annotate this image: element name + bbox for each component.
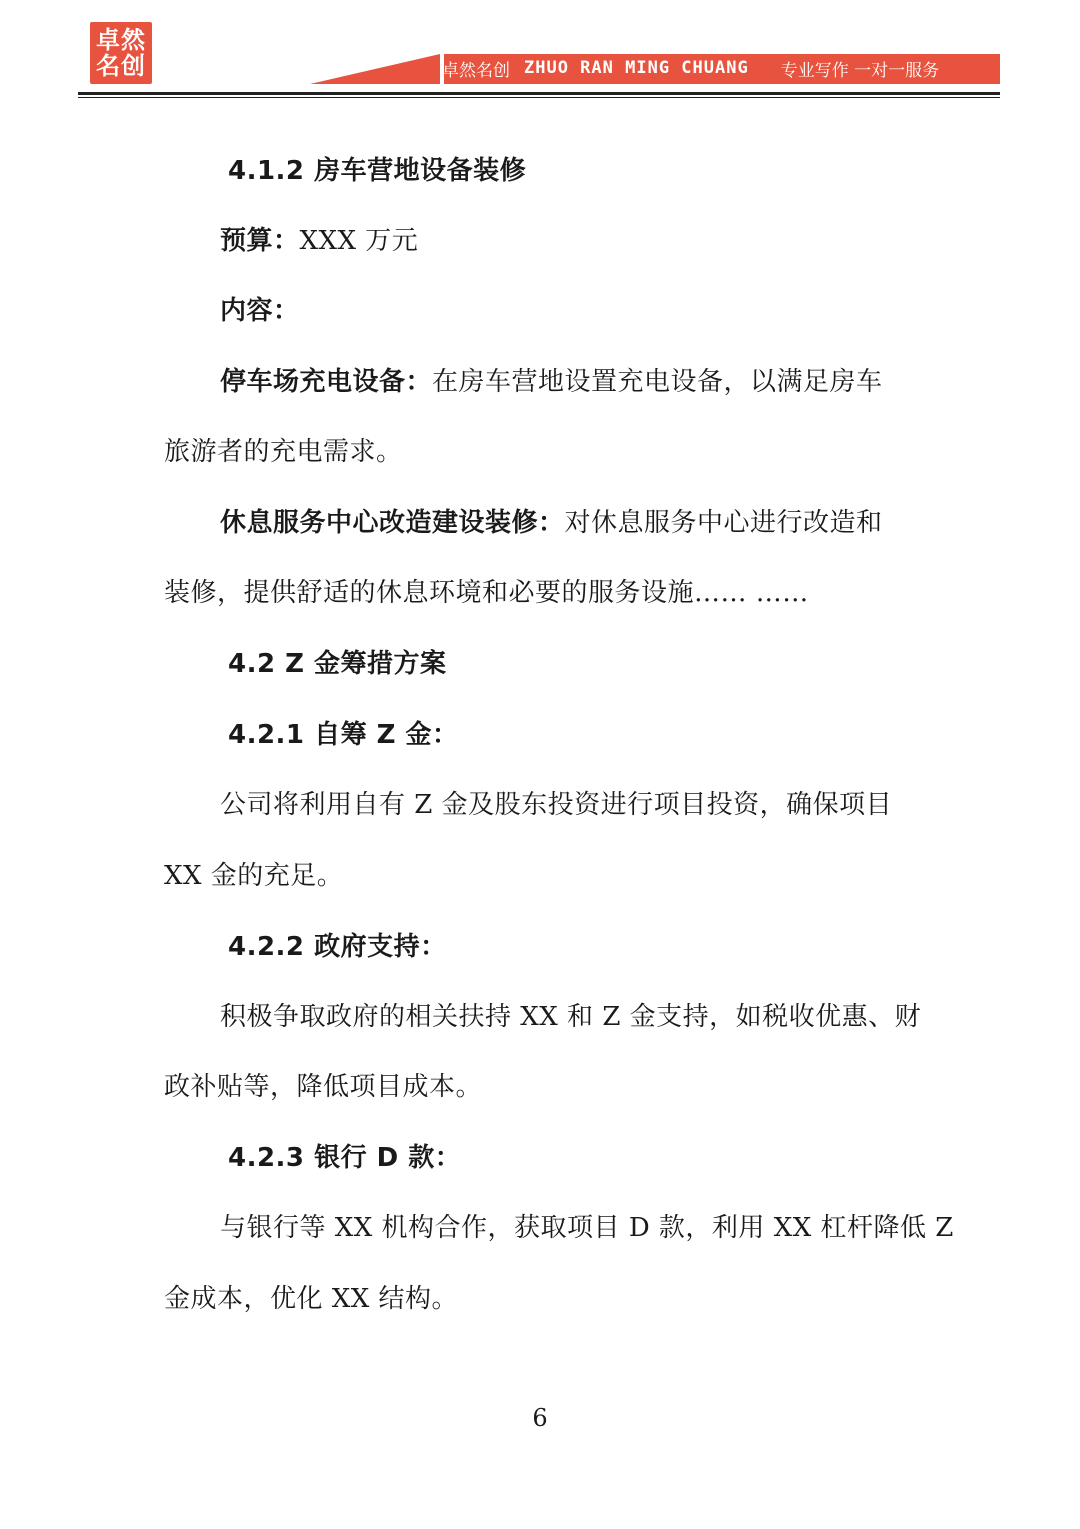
heading-4-1-2: 4.1.2 房车营地设备装修 [228,156,527,186]
brand-cn: 卓然名创 [442,60,510,81]
page-number: 6 [532,1404,548,1432]
service-tagline: 专业写作 一对一服务 [780,60,940,81]
budget-label: 预算： [220,226,300,256]
item1-line1 [220,361,883,398]
heading-4-2-1: 4.2.1 自筹 Z 金： [228,720,459,750]
paragraph-4-2-1-line1: 公司将利用自有 Z 金及股东投资进行项目投资，确保项目 [220,790,893,820]
item2-line2: 装修，提供舒适的休息环境和必要的服务设施…… …… [164,578,809,608]
brand-en: ZHUO RAN MING CHUANG [524,58,749,78]
paragraph-4-2-3-line2: 金成本，优化 XX 结构。 [164,1284,459,1314]
item1-text: 在房车营地设置充电设备，以满足房车 [432,367,883,397]
heading-4-2-3: 4.2.3 银行 D 款： [228,1143,462,1173]
item1-label: 停车场充电设备： [220,367,433,397]
header-banner-text [442,53,992,83]
header-rule-thin [78,97,1000,98]
heading-4-2: 4.2 Z 金筹措方案 [228,649,447,679]
paragraph-4-2-3-line1: 与银行等 XX 机构合作，获取项目 D 款，利用 XX 杠杆降低 Z [220,1213,954,1243]
header-rule [78,92,1000,95]
logo-line1: 卓然 [96,26,146,54]
paragraph-4-2-2-line2: 政补贴等，降低项目成本。 [164,1072,483,1102]
brand-logo [90,22,152,84]
budget-value: XXX 万元 [299,226,419,256]
content-label: 内容： [220,296,300,326]
logo-line2: 名创 [96,52,146,80]
paragraph-4-2-2-line1: 积极争取政府的相关扶持 XX 和 Z 金支持，如税收优惠、财 [220,1002,922,1032]
budget-line [220,220,418,257]
item2-label: 休息服务中心改造建设装修： [220,508,565,538]
item2-text: 对休息服务中心进行改造和 [564,508,883,538]
paragraph-4-2-1-line2: XX 金的充足。 [164,861,344,891]
heading-4-2-2: 4.2.2 政府支持： [228,932,447,962]
item2-line1 [220,502,883,539]
item1-line2: 旅游者的充电需求。 [164,437,403,467]
